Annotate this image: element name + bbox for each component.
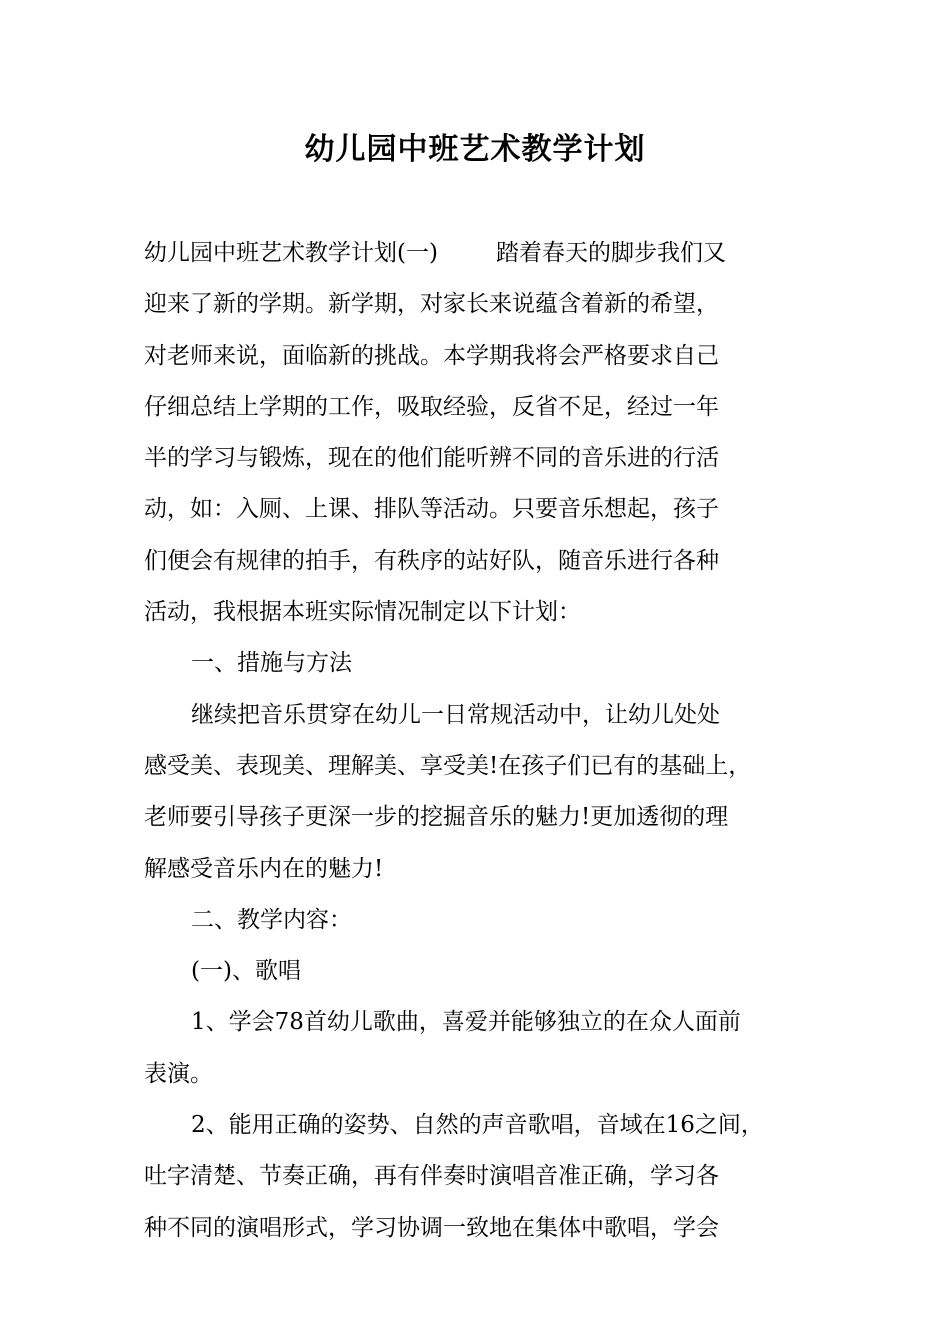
section-heading-inline: 幼儿园中班艺术教学计划(一): [144, 240, 438, 266]
text-line-8: 活动，我根据本班实际情况制定以下计划：: [144, 599, 581, 626]
section-heading-measures: 一、措施与方法: [191, 650, 352, 677]
text-line-1: [144, 228, 810, 279]
document-title: 幼儿园中班艺术教学计划: [304, 132, 646, 167]
text-line-7: 们便会有规律的拍手，有秩序的站好队，随音乐进行各种: [144, 547, 719, 574]
section-heading-content: 二、教学内容：: [191, 906, 352, 933]
text-line-10: 继续把音乐贯穿在幼儿一日常规活动中，让幼儿处处: [191, 701, 720, 728]
list-item-1: 1、学会78首幼儿歌曲，喜爱并能够独立的在众人面前: [191, 1009, 741, 1036]
document-body: [144, 228, 810, 1254]
text-line-4: 仔细总结上学期的工作，吸取经验，反省不足，经过一年: [144, 393, 719, 420]
text-line-11: 感受美、表现美、理解美、享受美!在孩子们已有的基础上，: [144, 752, 752, 779]
list-item-2: 2、能用正确的姿势、自然的声音歌唱，音域在16之间，: [191, 1112, 764, 1139]
subsection-heading-singing: (一)、歌唱: [191, 958, 301, 985]
text-line-13: 解感受音乐内在的魅力!: [144, 855, 384, 882]
text-line-2: 迎来了新的学期。新学期，对家长来说蕴含着新的希望，: [144, 291, 719, 318]
text-line-3: 对老师来说，面临新的挑战。本学期我将会严格要求自己: [144, 342, 719, 369]
text-line-12: 老师要引导孩子更深一步的挖掘音乐的魅力!更加透彻的理: [144, 804, 729, 831]
list-item-2-line-2: 吐字清楚、节奏正确，再有伴奏时演唱音准正确，学习各: [144, 1163, 719, 1190]
list-item-2-line-3: 种不同的演唱形式，学习协调一致地在集体中歌唱，学会: [144, 1214, 719, 1241]
text-line-1-continued: 踏着春天的脚步我们又: [495, 240, 726, 266]
text-line-5: 半的学习与锻炼，现在的他们能听辨不同的音乐进的行活: [144, 445, 719, 472]
list-item-1-continued: 表演。: [144, 1060, 213, 1087]
text-line-6: 动，如：入厕、上课、排队等活动。只要音乐想起，孩子: [144, 496, 719, 523]
